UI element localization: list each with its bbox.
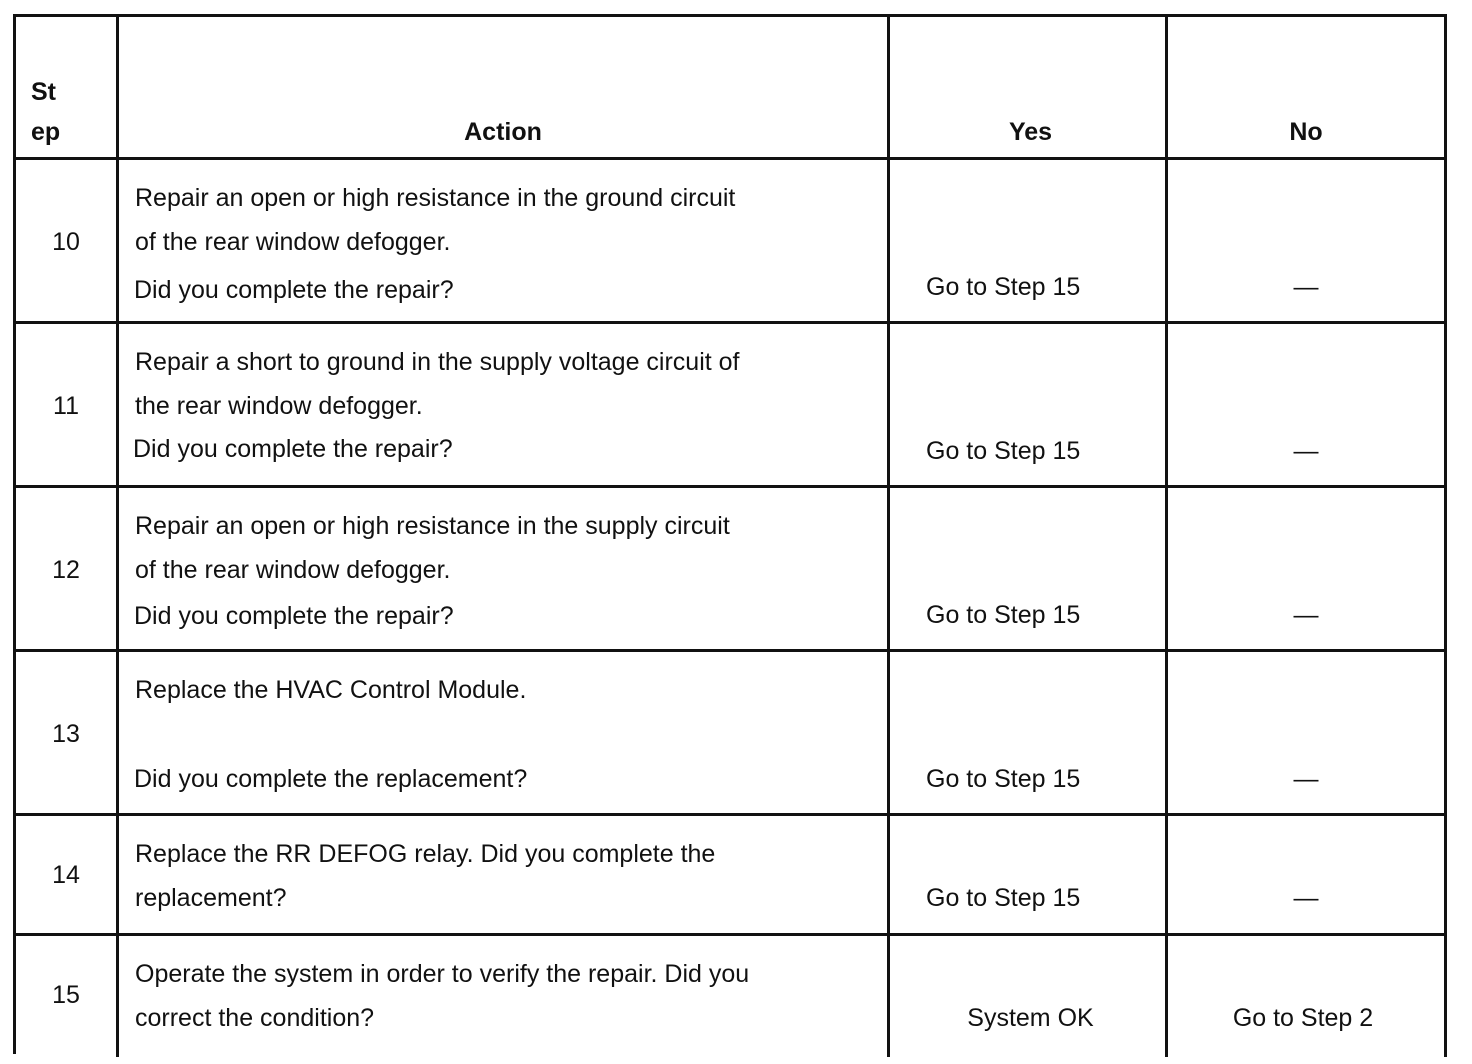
yes-cell <box>890 324 1168 485</box>
action-text-line: Replace the HVAC Control Module. <box>135 676 527 704</box>
step-number: 13 <box>52 720 80 748</box>
yes-result: System OK <box>967 1004 1094 1032</box>
step-number: 10 <box>52 228 80 256</box>
table-row <box>16 324 1447 488</box>
yes-result: Go to Step 15 <box>926 601 1081 629</box>
no-result: — <box>1293 437 1319 465</box>
no-cell <box>1168 160 1447 321</box>
action-question: Did you complete the repair? <box>134 276 454 304</box>
step-number: 12 <box>52 556 80 584</box>
header-yes: Yes <box>1008 118 1053 146</box>
step-cell <box>16 816 119 933</box>
yes-result: Go to Step 15 <box>926 765 1081 793</box>
action-cell <box>119 324 890 485</box>
header-no-cell <box>1168 17 1447 157</box>
action-cell <box>119 816 890 933</box>
step-cell <box>16 652 119 813</box>
action-question: Did you complete the repair? <box>133 435 453 463</box>
header-no: No <box>1289 118 1323 146</box>
table-row <box>16 488 1447 652</box>
action-text-line: of the rear window defogger. <box>135 228 451 256</box>
table-header-row <box>16 17 1447 160</box>
no-result: — <box>1293 884 1319 912</box>
no-result: Go to Step 2 <box>1232 1004 1374 1032</box>
yes-result: Go to Step 15 <box>926 437 1081 465</box>
yes-cell <box>890 936 1168 1057</box>
step-cell <box>16 488 119 649</box>
header-yes-cell <box>890 17 1168 157</box>
header-action-cell <box>119 17 890 157</box>
yes-cell <box>890 488 1168 649</box>
no-cell <box>1168 324 1447 485</box>
header-step-line1: St <box>31 78 56 106</box>
action-question: Did you complete the repair? <box>134 602 454 630</box>
action-text-line: Repair an open or high resistance in the ground circuit <box>135 184 736 212</box>
yes-result: Go to Step 15 <box>926 884 1081 912</box>
action-text-line: Operate the system in order to verify the repair. Did you <box>135 960 750 988</box>
action-cell <box>119 936 890 1057</box>
yes-result: Go to Step 15 <box>926 273 1081 301</box>
no-cell <box>1168 816 1447 933</box>
action-question: Did you complete the replacement? <box>134 765 528 793</box>
table-row <box>16 816 1447 936</box>
header-step-cell <box>16 17 119 157</box>
step-cell <box>16 324 119 485</box>
step-number: 11 <box>53 392 79 420</box>
header-action: Action <box>464 118 542 146</box>
yes-cell <box>890 816 1168 933</box>
yes-cell <box>890 160 1168 321</box>
no-cell <box>1168 488 1447 649</box>
no-result: — <box>1293 601 1319 629</box>
action-text-line: the rear window defogger. <box>135 392 423 420</box>
diagnostic-table <box>13 14 1447 1054</box>
step-number: 15 <box>52 981 80 1009</box>
action-cell <box>119 488 890 649</box>
table-row <box>16 652 1447 816</box>
action-cell <box>119 160 890 321</box>
action-text-line: of the rear window defogger. <box>135 556 451 584</box>
no-cell <box>1168 652 1447 813</box>
action-text-line: correct the condition? <box>135 1004 375 1032</box>
step-cell <box>16 160 119 321</box>
table-row <box>16 160 1447 324</box>
action-text-line: Repair an open or high resistance in the supply circuit <box>135 512 730 540</box>
table-row <box>16 936 1447 1057</box>
action-text-line: Replace the RR DEFOG relay. Did you complete the <box>135 840 716 868</box>
step-cell <box>16 936 119 1057</box>
no-cell <box>1168 936 1447 1057</box>
no-result: — <box>1293 765 1319 793</box>
no-result: — <box>1293 273 1319 301</box>
yes-cell <box>890 652 1168 813</box>
action-text-line: replacement? <box>135 884 287 912</box>
header-step-line2: ep <box>31 118 61 146</box>
action-text-line: Repair a short to ground in the supply voltage circuit of <box>135 348 740 376</box>
action-cell <box>119 652 890 813</box>
step-number: 14 <box>52 861 80 889</box>
